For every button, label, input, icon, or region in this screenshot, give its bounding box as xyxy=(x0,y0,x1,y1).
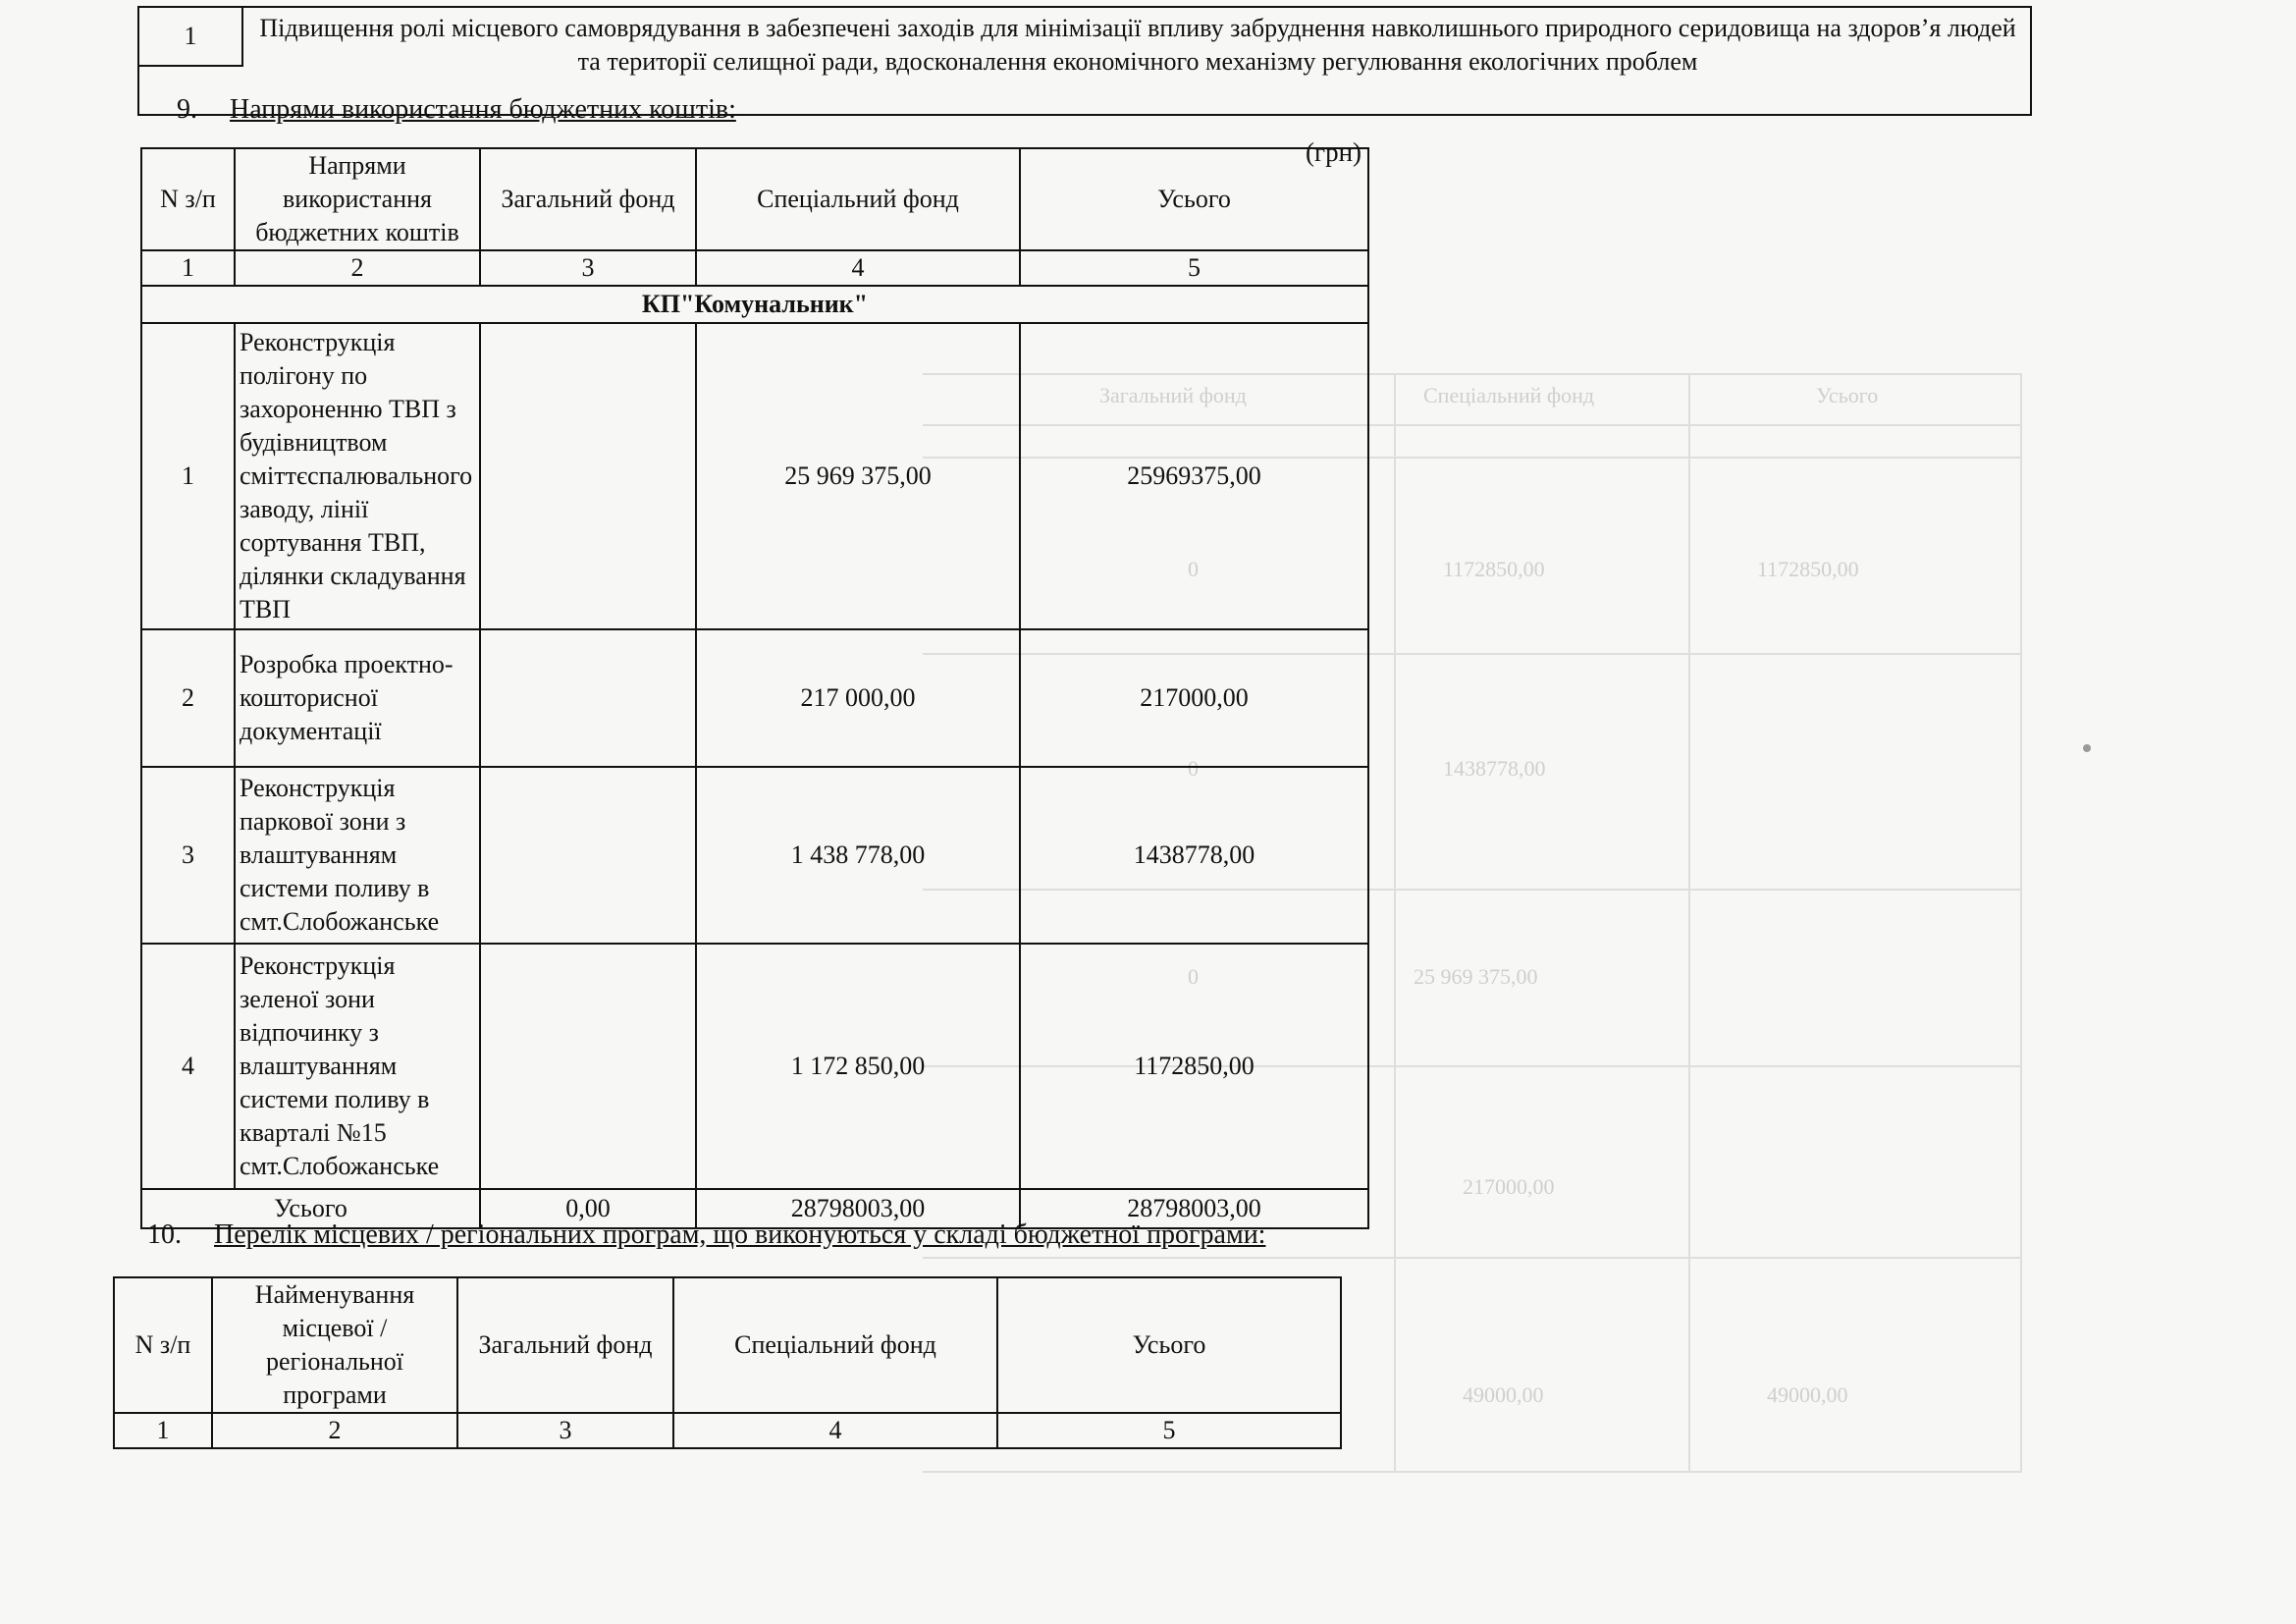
bleed-header-general: Загальний фонд xyxy=(1099,383,1247,407)
row-total: 217000,00 xyxy=(1020,629,1368,767)
col-number: 1 xyxy=(141,250,235,286)
col-number: 3 xyxy=(480,250,696,286)
unit-label: (грн) xyxy=(1306,137,1362,167)
table-row xyxy=(141,767,1368,944)
total-label: Усього xyxy=(141,1189,480,1228)
bleed-value-2: 1172850,00 xyxy=(1757,557,1859,581)
col-number: 2 xyxy=(235,250,480,286)
goal-text: Підвищення ролі місцевого самоврядування в забезпечені заходів для мінімізації впливу забруднення навколишнього природного серидовища на здоров’я людей та території селищної ради, вдосконалення економічного механізму регулювання екологічних проблем xyxy=(259,14,2016,76)
col-number: 4 xyxy=(696,250,1020,286)
row-direction: Реконструкція зеленої зони відпочинку з влаштуванням системи поливу в кварталі №15 смт.Слобожанське xyxy=(235,944,480,1189)
col-number: 5 xyxy=(997,1413,1341,1448)
table-row xyxy=(141,629,1368,767)
bleed-zero-1: 0 xyxy=(1188,557,1199,581)
bleed-value-5: 217000,00 xyxy=(1463,1174,1555,1199)
row-direction: Розробка проектно-кошторисної документації xyxy=(235,629,480,767)
bleed-value-3: 1438778,00 xyxy=(1443,756,1546,781)
header-general-fund: Загальний фонд xyxy=(457,1277,673,1413)
col-number: 5 xyxy=(1020,250,1368,286)
row-number: 3 xyxy=(141,767,235,944)
section9-heading xyxy=(177,94,736,126)
table-row xyxy=(141,944,1368,1189)
row-general-fund xyxy=(480,629,696,767)
col-number: 1 xyxy=(114,1413,212,1448)
col-number: 4 xyxy=(673,1413,997,1448)
bleed-value-7: 49000,00 xyxy=(1767,1382,1848,1407)
group-row xyxy=(141,286,1368,323)
header-number: N з/п xyxy=(114,1277,212,1413)
bleed-value-4: 25 969 375,00 xyxy=(1414,964,1538,989)
bleed-value-6: 49000,00 xyxy=(1463,1382,1544,1407)
row-special-fund: 1 172 850,00 xyxy=(696,944,1020,1189)
header-general-fund: Загальний фонд xyxy=(480,148,696,250)
header-direction: Напрями використання бюджетних коштів xyxy=(235,148,480,250)
col-number: 2 xyxy=(212,1413,457,1448)
header-total: Усього xyxy=(997,1277,1341,1413)
row-general-fund xyxy=(480,767,696,944)
group-title: КП"Комунальник" xyxy=(141,286,1368,323)
row-direction: Реконструкція паркової зони з влаштуванням системи поливу в смт.Слобожанське xyxy=(235,767,480,944)
row-total: 1438778,00 xyxy=(1020,767,1368,944)
bleed-value-1: 1172850,00 xyxy=(1443,557,1545,581)
speck-mark xyxy=(2083,744,2091,752)
column-number-row xyxy=(141,250,1368,286)
budget-directions-table xyxy=(140,147,1369,1229)
row-number: 2 xyxy=(141,629,235,767)
header-special-fund: Спеціальний фонд xyxy=(673,1277,997,1413)
total-special-fund: 28798003,00 xyxy=(696,1189,1020,1228)
column-number-row xyxy=(114,1413,1341,1448)
section10-number: 10. xyxy=(147,1219,182,1250)
bleed-zero-2: 0 xyxy=(1188,756,1199,781)
total-total: 28798003,00 xyxy=(1020,1189,1368,1228)
row-total: 1172850,00 xyxy=(1020,944,1368,1189)
col-number: 3 xyxy=(457,1413,673,1448)
row-special-fund: 25 969 375,00 xyxy=(696,323,1020,629)
row-special-fund: 1 438 778,00 xyxy=(696,767,1020,944)
goal-number: 1 xyxy=(139,8,243,67)
row-general-fund xyxy=(480,944,696,1189)
bleed-header-special: Спеціальний фонд xyxy=(1423,383,1595,407)
total-general-fund: 0,00 xyxy=(480,1189,696,1228)
table-header-row xyxy=(141,148,1368,250)
local-programs-table xyxy=(113,1276,1342,1449)
section9-number: 9. xyxy=(177,94,197,125)
header-special-fund: Спеціальний фонд xyxy=(696,148,1020,250)
header-total: Усього xyxy=(1020,148,1368,250)
row-number: 1 xyxy=(141,323,235,629)
row-number: 4 xyxy=(141,944,235,1189)
row-direction: Реконструкція полігону по захороненню ТВП з будівництвом сміттєспалювального заводу, лінії сортування ТВП, ділянки складування ТВП xyxy=(235,323,480,629)
row-general-fund xyxy=(480,323,696,629)
table-row xyxy=(141,323,1368,629)
section10-heading xyxy=(147,1219,1265,1251)
bleed-zero-3: 0 xyxy=(1188,964,1199,989)
section10-title: Перелік місцевих / регіональних програм, що виконуються у складі бюджетної програми: xyxy=(214,1219,1266,1250)
section9-title: Напрями використання бюджетних коштів: xyxy=(230,94,736,125)
table-header-row xyxy=(114,1277,1341,1413)
row-total: 25969375,00 xyxy=(1020,323,1368,629)
bleed-header-total: Усього xyxy=(1816,383,1879,407)
header-number: N з/п xyxy=(141,148,235,250)
header-program-name: Найменування місцевої / регіональної програми xyxy=(212,1277,457,1413)
row-special-fund: 217 000,00 xyxy=(696,629,1020,767)
